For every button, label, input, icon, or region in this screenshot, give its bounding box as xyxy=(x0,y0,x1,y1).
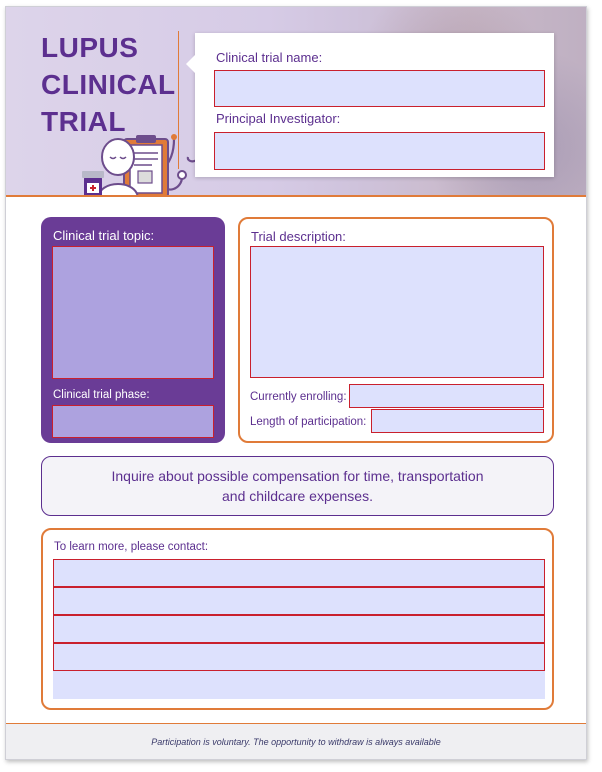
investigator-label: Principal Investigator: xyxy=(216,111,341,126)
compensation-line-2: and childcare expenses. xyxy=(222,488,373,504)
length-label: Length of participation: xyxy=(250,416,367,428)
flyer-page xyxy=(5,6,587,760)
phase-field[interactable] xyxy=(52,405,214,438)
contact-label: To learn more, please contact: xyxy=(54,541,209,553)
enrolling-field[interactable] xyxy=(349,384,544,408)
contact-panel xyxy=(41,528,554,710)
title-line-2: CLINICAL xyxy=(41,69,176,100)
trial-name-field[interactable] xyxy=(214,70,545,107)
length-field[interactable] xyxy=(371,409,544,433)
enrolling-label: Currently enrolling: xyxy=(250,391,347,403)
description-label: Trial description: xyxy=(251,229,346,244)
header-banner xyxy=(6,7,586,195)
topic-field[interactable] xyxy=(52,246,214,379)
footer-note: Participation is voluntary. The opportunity to withdraw is always available xyxy=(6,724,586,760)
patient-icon xyxy=(102,139,134,175)
compensation-line-1: Inquire about possible compensation for time, transportation xyxy=(111,468,484,484)
topic-panel xyxy=(41,217,225,443)
header-divider xyxy=(6,195,586,197)
investigator-field[interactable] xyxy=(214,132,545,170)
topic-label: Clinical trial topic: xyxy=(53,228,155,243)
contact-line-3[interactable] xyxy=(53,615,545,643)
trial-info-card xyxy=(195,33,554,177)
title-line-1: LUPUS xyxy=(41,32,139,63)
trial-name-label: Clinical trial name: xyxy=(216,50,323,65)
description-panel xyxy=(238,217,554,443)
title-line-3: TRIAL xyxy=(41,106,126,137)
contact-line-1[interactable] xyxy=(53,559,545,587)
stethoscope-icon xyxy=(171,134,177,140)
contact-line-2[interactable] xyxy=(53,587,545,615)
patient-clipboard-illustration xyxy=(78,127,208,195)
page-title xyxy=(41,29,181,140)
contact-line-5[interactable] xyxy=(53,671,545,699)
description-field[interactable] xyxy=(250,246,544,378)
phase-label: Clinical trial phase: xyxy=(53,389,150,401)
compensation-notice xyxy=(41,456,554,516)
contact-line-4[interactable] xyxy=(53,643,545,671)
